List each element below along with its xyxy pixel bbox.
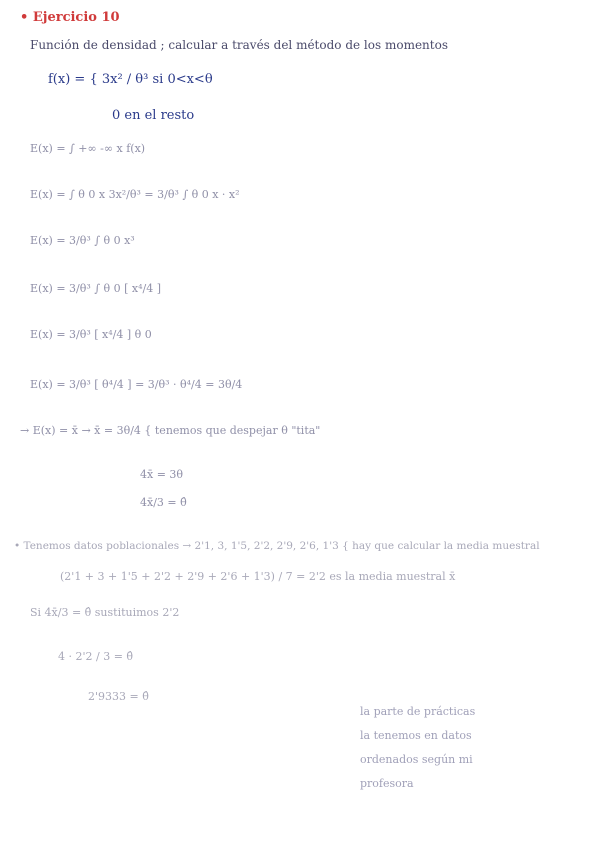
step-1: E(x) = ∫ +∞ -∞ x f(x) — [30, 142, 146, 155]
margin-note: la parte de prácticas la tenemos en datos ordenados según mi profesora — [360, 705, 476, 790]
substitution-result: 4 · 2'2 / 3 = θ̂ — [58, 650, 134, 663]
step-2: E(x) = ∫ θ 0 x 3x²/θ³ = 3/θ³ ∫ θ 0 x · x² — [30, 188, 240, 201]
step-8: 4x̄ = 3θ — [140, 468, 184, 481]
density-function: f(x) = { 3x² / θ³ si 0<x<θ — [48, 72, 213, 87]
problem-statement: Función de densidad ; calcular a través del método de los momentos — [30, 38, 448, 52]
substitution-line: Si 4x̄/3 = θ̂ sustituimos 2'2 — [30, 606, 180, 619]
density-otherwise: 0 en el resto — [112, 108, 195, 123]
mean-calculation: (2'1 + 3 + 1'5 + 2'2 + 2'9 + 2'6 + 1'3) / 7 = 2'2 es la media muestral x̄ — [60, 570, 456, 583]
step-9: 4x̄/3 = θ̂ — [140, 496, 187, 509]
step-3: E(x) = 3/θ³ ∫ θ 0 x³ — [30, 234, 135, 247]
data-line: • Tenemos datos poblacionales → 2'1, 3, 1'5, 2'2, 2'9, 2'6, 1'3 { hay que calcular la media muestral — [14, 540, 540, 552]
step-5: E(x) = 3/θ³ [ x⁴/4 ] θ 0 — [30, 328, 152, 341]
step-6: E(x) = 3/θ³ [ θ⁴/4 ] = 3/θ³ · θ⁴/4 = 3θ/4 — [30, 378, 243, 391]
exercise-title: • Ejercicio 10 — [20, 10, 120, 25]
step-7: → E(x) = x̄ → x̄ = 3θ/4 { tenemos que despejar θ "tita" — [20, 424, 321, 437]
final-estimate: 2'9333 = θ̂ — [88, 690, 149, 703]
step-4: E(x) = 3/θ³ ∫ θ 0 [ x⁴/4 ] — [30, 282, 161, 295]
